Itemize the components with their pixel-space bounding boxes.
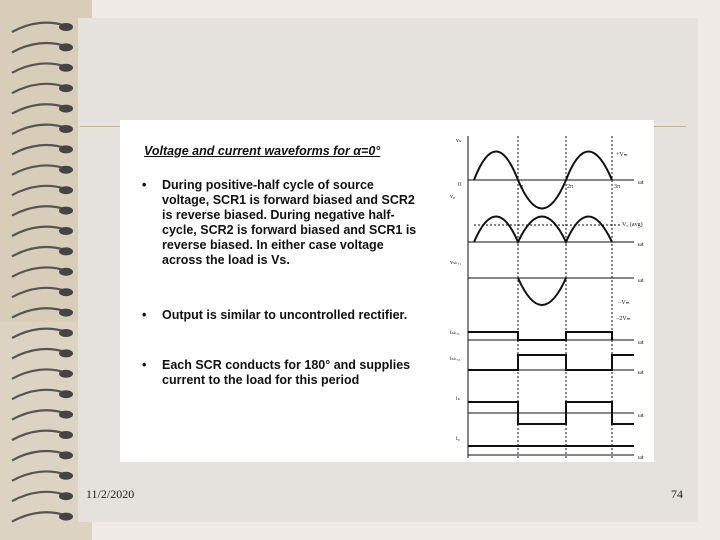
waveform-diagram <box>448 128 648 460</box>
spiral-ring <box>12 227 73 236</box>
spiral-ring <box>12 288 73 297</box>
vavg-label: V₀ (avg) <box>622 222 643 228</box>
bullet-dot: • <box>142 358 147 372</box>
bullet-text: Output is similar to uncontrolled rectifier. <box>162 308 408 322</box>
bullet-item <box>142 178 422 268</box>
spiral-ring <box>12 431 73 440</box>
slide-date: 11/2/2020 <box>86 487 135 501</box>
bullet-text: Each SCR conducts for 180° and supplies current to the load for this period <box>162 358 411 387</box>
spiral-ring <box>12 492 73 501</box>
zero-label: 0 <box>458 182 461 188</box>
wt-label: ωt <box>638 278 644 284</box>
spiral-ring <box>12 329 73 338</box>
wt-label: ωt <box>638 242 644 248</box>
v0-waveform <box>474 217 612 243</box>
spiral-ring <box>12 84 73 93</box>
spiral-ring <box>12 165 73 174</box>
spiral-ring <box>12 512 73 521</box>
spiral-ring <box>12 390 73 399</box>
is-label: iₛ <box>456 396 460 402</box>
two-pi-label: 2π <box>567 184 574 190</box>
slide-content-image <box>120 120 654 462</box>
bullet-text: During positive-half cycle of source voltage, SCR1 is forward biased and SCR2 is reverse biased. During negative half-cycle, SCR2 is forward biased and SCR1 is reverse biased. In either case voltage across the load is Vs. <box>162 178 417 267</box>
slide-title: Voltage and current waveforms for α=0° <box>144 144 381 158</box>
spiral-ring <box>12 267 73 276</box>
spiral-ring <box>12 104 73 113</box>
slide-page-number: 74 <box>671 487 683 501</box>
spiral-ring <box>12 471 73 480</box>
three-pi-label: 3π <box>614 184 621 190</box>
iscr1-label: iₛₖᵣ₁ <box>450 330 460 336</box>
spiral-ring <box>12 206 73 215</box>
bullet-dot: • <box>142 178 147 192</box>
iscr2-waveform <box>468 355 634 370</box>
bullet-item <box>142 358 422 388</box>
vm-neg-label: −Vₘ <box>618 300 630 306</box>
v0-label: v₀ <box>450 194 456 200</box>
i0-label: i₀ <box>456 436 460 442</box>
spiral-ring <box>12 125 73 134</box>
vs-label: vₛ <box>456 138 462 144</box>
spiral-binding <box>0 0 92 540</box>
vscr1-label: vₛₖᵣ₁ <box>450 260 462 266</box>
spiral-ring <box>12 63 73 72</box>
spiral-ring <box>12 186 73 195</box>
spiral-ring <box>12 451 73 460</box>
vm-pos-label: +Vₘ <box>616 152 628 158</box>
bullet-dot: • <box>142 308 147 322</box>
vm2-neg-label: −2Vₘ <box>616 316 631 322</box>
spiral-ring <box>12 349 73 358</box>
spiral-ring <box>12 247 73 256</box>
wt-label: ωt <box>638 455 644 460</box>
spiral-ring <box>12 23 73 32</box>
spiral-ring <box>12 369 73 378</box>
iscr1-waveform <box>468 332 612 340</box>
spiral-ring <box>12 43 73 52</box>
pi-label: π <box>520 184 524 190</box>
iscr2-label: iₛₖᵣ₂ <box>450 356 460 362</box>
spiral-ring <box>12 410 73 419</box>
wt-label: ωt <box>638 370 644 376</box>
bullet-item <box>142 308 422 323</box>
wt-label: ωt <box>638 180 644 186</box>
spiral-ring <box>12 145 73 154</box>
wt-label: ωt <box>638 413 644 419</box>
spiral-ring <box>12 308 73 317</box>
wt-label: ωt <box>638 340 644 346</box>
vscr1-waveform <box>518 278 566 305</box>
